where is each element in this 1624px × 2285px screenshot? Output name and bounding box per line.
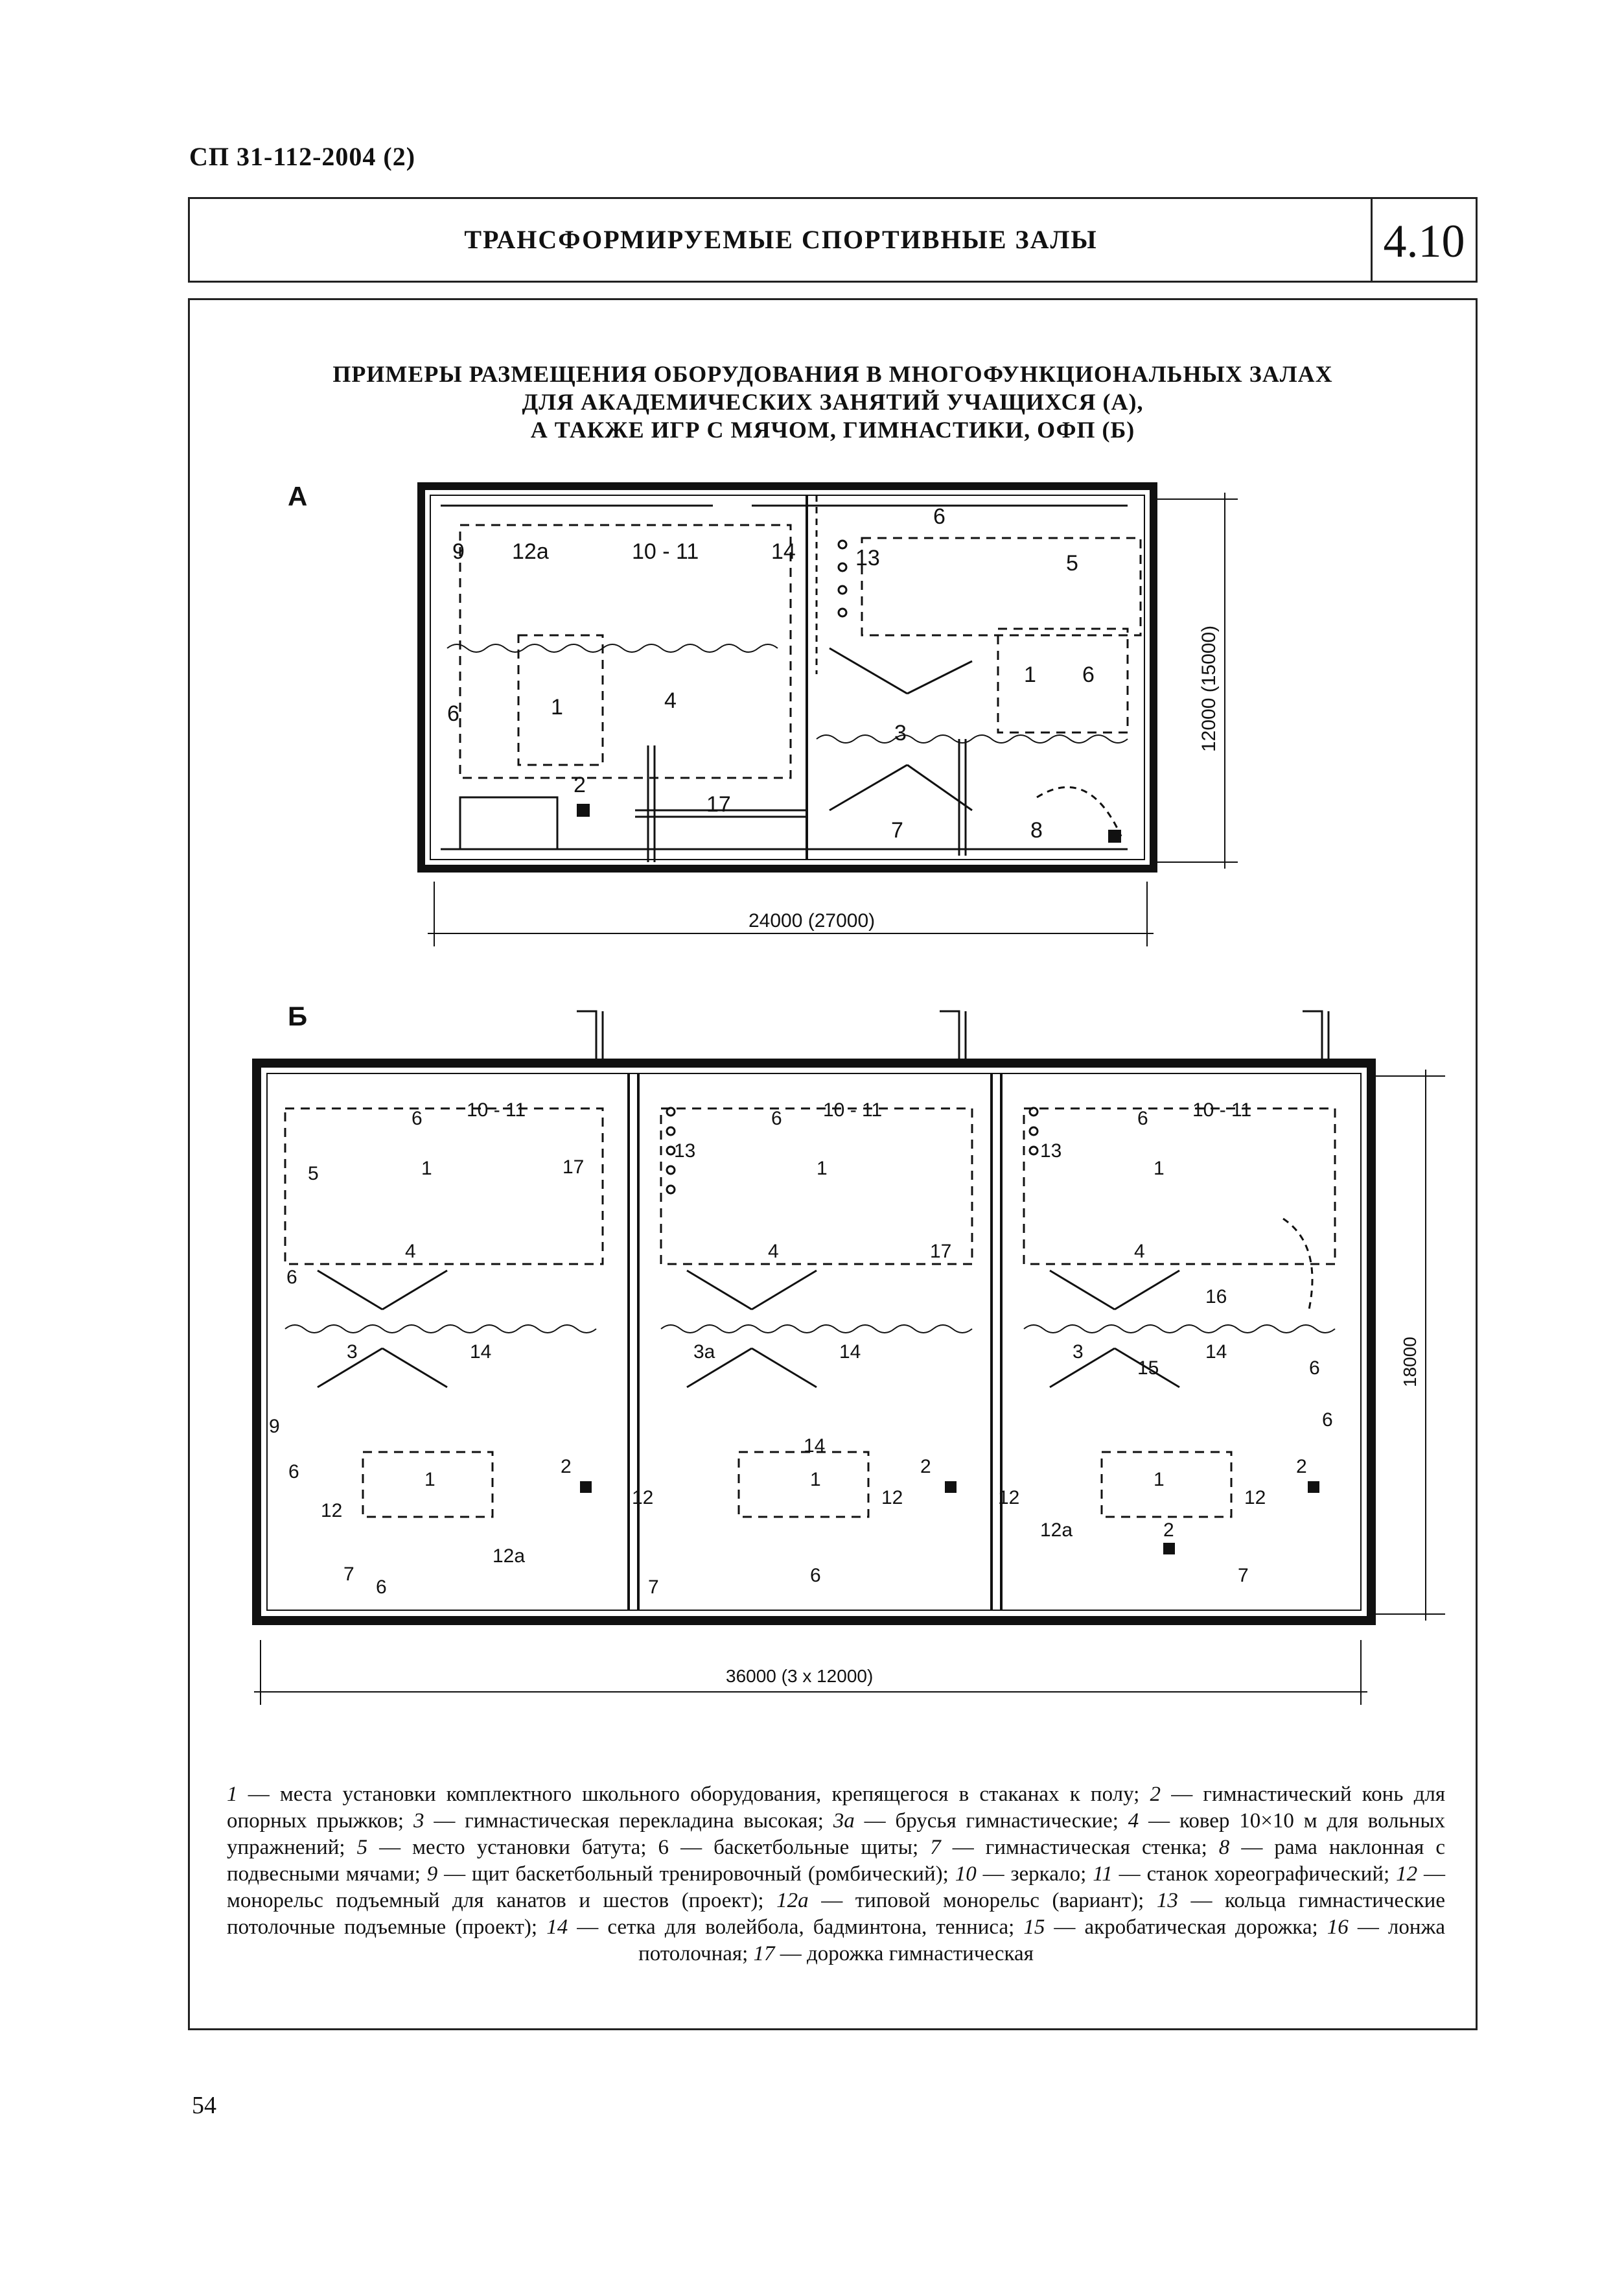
plan-b-mark: 7 xyxy=(648,1576,659,1598)
legend-item: 8 — рама наклонная с подвесными мячами; xyxy=(227,1836,1445,1886)
plan-b-mark: 6 xyxy=(1137,1108,1148,1129)
plan-a-width-dim: 24000 (27000) xyxy=(748,910,876,932)
plan-b-mark: 4 xyxy=(1134,1241,1145,1262)
legend-item: 16 — лонжа потолочная; xyxy=(638,1916,1445,1965)
plan-a-mark: 5 xyxy=(1066,551,1078,576)
legend-item: 4 — ковер 10×10 м для вольных упражнений; xyxy=(227,1809,1445,1859)
plan-b-label: Б xyxy=(288,1001,308,1031)
plan-a-drawing xyxy=(415,480,1257,959)
legend-item: 3а — брусья гимнастические; xyxy=(833,1809,1128,1833)
plan-b-mark: 1 xyxy=(1154,1469,1165,1490)
plan-a-mark: 6 xyxy=(1082,662,1095,687)
plan-b-mark: 7 xyxy=(1238,1565,1249,1586)
plan-a-mark: 8 xyxy=(1030,818,1043,843)
plan-a-mark: 7 xyxy=(891,818,903,843)
plan-b-mark: 4 xyxy=(768,1241,779,1262)
plan-b-mark: 2 xyxy=(561,1456,572,1477)
document-code: СП 31-112-2004 (2) xyxy=(189,142,416,171)
plan-b-mark: 13 xyxy=(674,1140,696,1162)
plan-b-mark: 5 xyxy=(308,1163,319,1184)
plan-b-drawing xyxy=(246,998,1465,1731)
plan-b-mark: 12а xyxy=(1040,1519,1073,1541)
plan-b-mark: 2 xyxy=(1163,1519,1174,1541)
plan-b-mark: 6 xyxy=(1309,1357,1320,1379)
plan-b-mark: 3 xyxy=(347,1341,358,1363)
legend-item: 13 — кольца гимнастические потолочные подъемные (проект); xyxy=(227,1889,1445,1939)
plan-a-mark: 2 xyxy=(574,773,586,797)
legend-item: 15 — акробатическая дорожка; xyxy=(1023,1916,1327,1939)
plan-b-mark: 15 xyxy=(1137,1357,1159,1379)
legend-item: 12а — типовой монорельс (вариант); xyxy=(776,1889,1157,1912)
figure-heading-line: ПРИМЕРЫ РАЗМЕЩЕНИЯ ОБОРУДОВАНИЯ В МНОГОФУНКЦИОНАЛЬНЫХ ЗАЛАХ xyxy=(332,361,1333,387)
plan-b-mark: 1 xyxy=(810,1469,821,1490)
plan-b-mark: 12 xyxy=(1244,1487,1266,1508)
plan-b-mark: 3а xyxy=(693,1341,715,1363)
plan-b-mark: 2 xyxy=(1296,1456,1307,1477)
plan-b-mark: 7 xyxy=(343,1564,354,1585)
plan-b-mark: 6 xyxy=(288,1461,299,1482)
plan-b-mark: 10 - 11 xyxy=(467,1099,526,1121)
plan-b-mark: 10 - 11 xyxy=(823,1099,883,1121)
plan-b-mark: 17 xyxy=(563,1156,585,1178)
legend-item: 9 — щит баскетбольный тренировочный (ромбический); xyxy=(426,1862,955,1886)
plan-b-mark: 1 xyxy=(424,1469,435,1490)
plan-b-mark: 6 xyxy=(412,1108,423,1129)
plan-b-mark: 1 xyxy=(817,1158,828,1179)
legend-item: 1 — места установки комплектного школьного оборудования, крепящегося в стаканах к полу; xyxy=(227,1783,1150,1806)
plan-a-mark: 14 xyxy=(771,539,796,564)
plan-a-mark: 6 xyxy=(933,504,945,529)
plan-a-mark: 6 xyxy=(447,701,459,726)
plan-a-mark: 3 xyxy=(894,721,907,745)
plan-a-height-dim: 12000 (15000) xyxy=(1198,625,1220,752)
plan-b-mark: 12 xyxy=(881,1487,903,1508)
plan-a-mark: 17 xyxy=(706,792,731,817)
plan-b-mark: 6 xyxy=(771,1108,782,1129)
legend-item: 5 — место установки батута; xyxy=(356,1836,658,1859)
plan-b-width-dim: 36000 (3 х 12000) xyxy=(726,1666,874,1686)
legend-item: 3 — гимнастическая перекладина высокая; xyxy=(413,1809,833,1833)
plan-b-mark: 12 xyxy=(632,1487,654,1508)
section-title: ТРАНСФОРМИРУЕМЫЕ СПОРТИВНЫЕ ЗАЛЫ xyxy=(464,225,1098,254)
plan-b-mark: 10 - 11 xyxy=(1192,1099,1252,1121)
plan-b-mark: 9 xyxy=(269,1416,280,1437)
legend-item: 2 — гимнастический конь для опорных прыжков; xyxy=(227,1783,1446,1833)
plan-b-mark: 6 xyxy=(376,1576,387,1598)
section-number: 4.10 xyxy=(1383,215,1465,267)
plan-a-mark: 1 xyxy=(1024,662,1036,687)
plan-b-mark: 14 xyxy=(839,1341,861,1363)
figure-heading xyxy=(246,360,1419,444)
plan-a-mark: 12а xyxy=(512,539,549,564)
legend-item: 11 — станок хореографический; xyxy=(1093,1862,1397,1886)
legend-item: 14 — сетка для волейбола, бадминтона, тенниса; xyxy=(546,1916,1024,1939)
figure-heading-line: А ТАКЖЕ ИГР С МЯЧОМ, ГИМНАСТИКИ, ОФП (Б) xyxy=(530,417,1135,443)
plan-a-mark: 10 - 11 xyxy=(632,539,699,564)
plan-b-mark: 14 xyxy=(470,1341,492,1363)
plan-b-mark: 1 xyxy=(1154,1158,1165,1179)
plan-b-mark: 4 xyxy=(405,1241,416,1262)
page-number: 54 xyxy=(192,2092,216,2119)
plan-a-mark: 13 xyxy=(855,546,880,570)
figure-heading-line: ДЛЯ АКАДЕМИЧЕСКИХ ЗАНЯТИЙ УЧАЩИХСЯ (А), xyxy=(522,389,1144,415)
plan-b-mark: 12а xyxy=(493,1545,526,1567)
legend-item: 12 — монорельс подъемный для канатов и шестов (проект); xyxy=(227,1862,1445,1912)
plan-b-mark: 1 xyxy=(421,1158,432,1179)
plan-b-mark: 6 xyxy=(810,1565,821,1586)
legend-item: 17 — дорожка гимнастическая xyxy=(753,1942,1034,1965)
plan-a-mark: 4 xyxy=(664,688,677,713)
plan-b-mark: 6 xyxy=(286,1267,297,1288)
legend-item: 10 — зеркало; xyxy=(955,1862,1093,1886)
legend-item: 7 — гимнастическая стенка; xyxy=(930,1836,1219,1859)
title-box xyxy=(188,197,1478,283)
plan-b-mark: 3 xyxy=(1073,1341,1084,1363)
plan-b-mark: 16 xyxy=(1205,1286,1227,1307)
plan-a-mark: 1 xyxy=(551,695,563,720)
plan-b-mark: 6 xyxy=(1322,1409,1333,1431)
plan-b-mark: 14 xyxy=(1205,1341,1227,1363)
plan-b-mark: 13 xyxy=(1040,1140,1062,1162)
plan-b-height-dim: 18000 xyxy=(1400,1337,1420,1387)
plan-b-mark: 17 xyxy=(930,1241,952,1262)
plan-b-mark: 14 xyxy=(804,1435,826,1457)
plan-b-mark: 12 xyxy=(998,1487,1020,1508)
plan-a-mark: 9 xyxy=(452,539,465,564)
legend xyxy=(227,1781,1445,1967)
legend-item: 6 — баскетбольные щиты; xyxy=(658,1836,931,1859)
plan-a-label: А xyxy=(288,481,308,511)
plan-b-mark: 2 xyxy=(920,1456,931,1477)
plan-b-mark: 12 xyxy=(321,1500,343,1521)
